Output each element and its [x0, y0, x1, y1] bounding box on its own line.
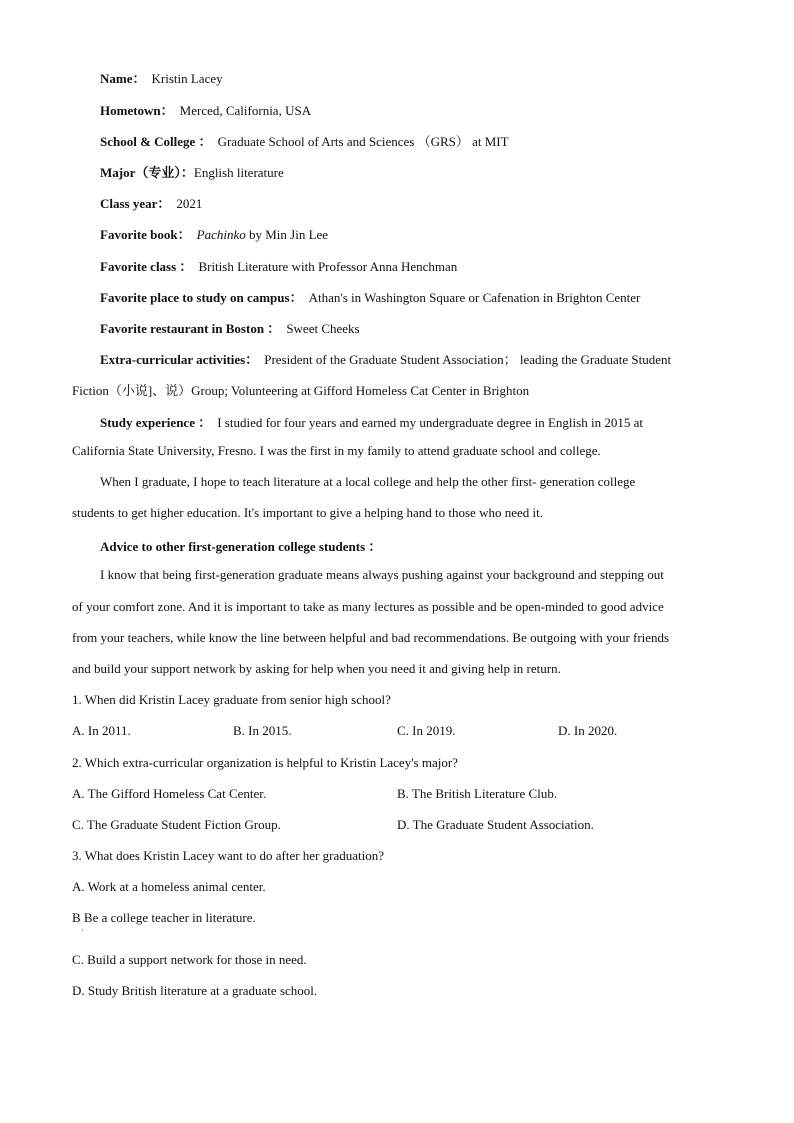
book-title: Pachinko	[196, 227, 246, 242]
study-experience-label: Study experience ：	[100, 415, 212, 430]
hope-line-2: students to get higher education. It's important to give a helping hand to those who need it.	[72, 505, 543, 520]
class-year-line	[100, 193, 202, 212]
favorite-class-label: Favorite class ：	[100, 259, 193, 274]
favorite-book-line	[100, 224, 328, 243]
advice-line-4: and build your support network by asking for help when you need it and giving help in return.	[72, 661, 561, 676]
question-2-option-c: C. The Graduate Student Fiction Group.	[72, 817, 281, 832]
question-3-option-d: D. Study British literature at a graduate school.	[72, 983, 318, 998]
question-1-option-a: A. In 2011.	[72, 723, 131, 738]
name-value: Kristin Lacey	[151, 71, 223, 86]
question-3-option-c: C. Build a support network for those in need.	[72, 952, 307, 967]
favorite-place-label: Favorite place to study on campus：	[100, 290, 303, 305]
favorite-restaurant-label: Favorite restaurant in Boston ：	[100, 321, 281, 336]
major-value: English literature	[193, 165, 284, 180]
favorite-class-line	[100, 256, 457, 275]
name-line	[100, 68, 223, 87]
favorite-book-label: Favorite book：	[100, 227, 191, 242]
question-1-option-c: C. In 2019.	[397, 723, 456, 738]
major-label: Major（专业）：	[100, 165, 194, 180]
advice-line-3: from your teachers, while know the line between helpful and bad recommendations. Be outgoing with your friends	[72, 630, 670, 645]
question-1-option-d: D. In 2020.	[558, 723, 618, 738]
favorite-restaurant-line	[100, 318, 360, 337]
question-1-option-b: B. In 2015.	[233, 723, 292, 738]
advice-line-2: of your comfort zone. And it is important to take as many lectures as possible and be open-minded to good advice	[72, 599, 664, 614]
name-label: Name：	[100, 71, 146, 86]
hometown-value: Merced, California, USA	[179, 103, 312, 118]
activities-label: Extra-curricular activities：	[100, 352, 259, 367]
study-experience-value: I studied for four years and earned my undergraduate degree in English in 2015 at	[217, 415, 643, 430]
advice-heading: Advice to other first-generation college students ：	[100, 539, 382, 554]
favorite-place-value: Athan's in Washington Square or Cafenation in Brighton Center	[308, 290, 641, 305]
activities-line-2: Fiction（小说]、说）Group; Volunteering at Gifford Homeless Cat Center in Brighton	[72, 383, 530, 398]
question-3-option-b: B Be a college teacher in literature.	[72, 910, 256, 925]
question-2-stem: 2. Which extra-curricular organization is helpful to Kristin Lacey's major?	[72, 755, 458, 770]
favorite-class-value: British Literature with Professor Anna Henchman	[198, 259, 458, 274]
advice-line-1: I know that being first-generation graduate means always pushing against your background and stepping out	[100, 567, 664, 582]
book-author: by Min Jin Lee	[245, 227, 329, 242]
favorite-restaurant-value: Sweet Cheeks	[286, 321, 360, 336]
hope-line-1: When I graduate, I hope to teach literature at a local college and help the other first- generation college	[100, 474, 636, 489]
question-3-option-a: A. Work at a homeless animal center.	[72, 879, 266, 894]
question-3-stem: 3. What does Kristin Lacey want to do after her graduation?	[72, 848, 385, 863]
question-2-option-d: D. The Graduate Student Association.	[397, 817, 594, 832]
class-year-value: 2021	[176, 196, 203, 211]
activities-value: President of the Graduate Student Association； leading the Graduate Student	[264, 352, 672, 367]
hometown-line	[100, 100, 311, 119]
school-line	[100, 131, 509, 150]
favorite-place-line	[100, 287, 640, 306]
major-line	[100, 162, 284, 181]
study-experience-line-2: California State University, Fresno. I was the first in my family to attend graduate school and college.	[72, 443, 601, 458]
school-value: Graduate School of Arts and Sciences （GRS） at MIT	[217, 134, 509, 149]
stray-dot-mark: ·	[81, 926, 84, 935]
school-label: School & College ：	[100, 134, 212, 149]
class-year-label: Class year：	[100, 196, 171, 211]
question-2-option-b: B. The British Literature Club.	[397, 786, 558, 801]
question-2-option-a: A. The Gifford Homeless Cat Center.	[72, 786, 267, 801]
hometown-label: Hometown：	[100, 103, 174, 118]
study-experience-line	[100, 412, 643, 431]
activities-line	[100, 349, 671, 368]
question-1-stem: 1. When did Kristin Lacey graduate from senior high school?	[72, 692, 391, 707]
